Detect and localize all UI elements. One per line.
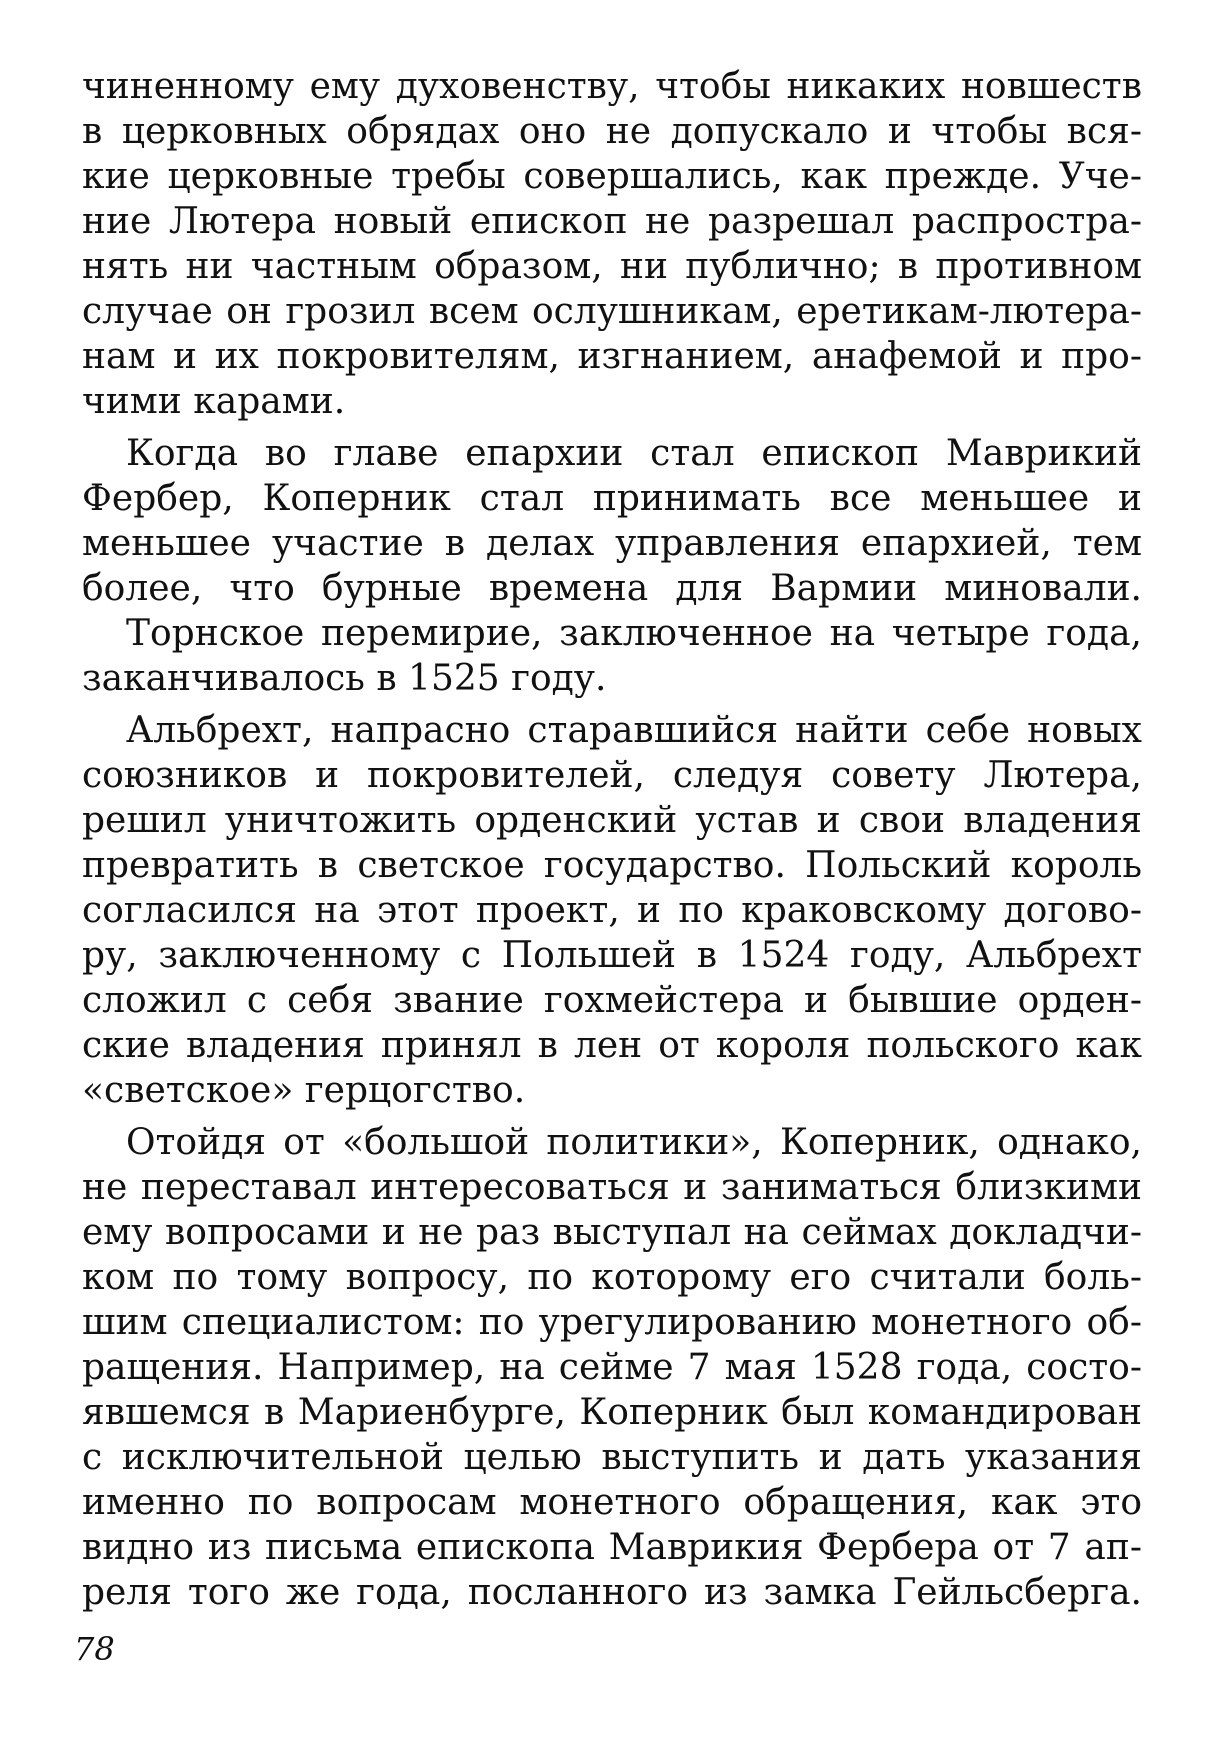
text-line: Фербер, Коперник стал принимать все меньшее и	[82, 478, 1142, 519]
text-line: заканчивалось в 1525 году.	[82, 658, 607, 699]
text-line: случае он грозил всем ослушникам, еретикам-лютера-	[82, 291, 1142, 332]
paragraph-1	[82, 64, 1142, 424]
text-line: Торнское перемирие, заключенное на четыре года,	[126, 613, 1142, 654]
text-line: именно по вопросам монетного обращения, как это	[82, 1482, 1142, 1523]
text-line: ние Лютера новый епископ не разрешал распростра-	[82, 201, 1142, 242]
text-line: превратить в светское государство. Польский король	[82, 845, 1142, 886]
page-number: 78	[74, 1630, 115, 1668]
text-line: союзников и покровителей, следуя совету Лютера,	[82, 755, 1142, 796]
text-line: ращения. Например, на сейме 7 мая 1528 года, состо-	[82, 1347, 1142, 1388]
paragraph-3	[82, 708, 1142, 1113]
text-line: «светское» герцогство.	[82, 1070, 526, 1111]
text-line: ские владения принял в лен от короля польского как	[82, 1025, 1142, 1066]
text-line: не переставал интересоваться и заниматься близкими	[82, 1167, 1142, 1208]
text-line: реля того же года, посланного из замка Гейльсберга.	[82, 1572, 1142, 1613]
text-line: в церковных обрядах оно не допускало и чтобы вся-	[82, 111, 1142, 152]
text-line: нять ни частным образом, ни публично; в противном	[82, 246, 1142, 287]
text-line: Альбрехт, напрасно старавшийся найти себе новых	[126, 710, 1142, 751]
text-line: ру, заключенному с Польшей в 1524 году, Альбрехт	[82, 935, 1142, 976]
paragraph-2	[82, 431, 1142, 701]
text-line: согласился на этот проект, и по краковскому догово-	[82, 890, 1142, 931]
text-line: сложил с себя звание гохмейстера и бывшие орден-	[82, 980, 1142, 1021]
text-line: ему вопросами и не раз выступал на сеймах докладчи-	[82, 1212, 1142, 1253]
text-line: видно из письма епископа Маврикия Фербера от 7 ап-	[82, 1527, 1142, 1568]
text-line: чиненному ему духовенству, чтобы никаких новшеств	[82, 66, 1142, 107]
text-line: нам и их покровителям, изгнанием, анафемой и про-	[82, 336, 1142, 377]
text-line: решил уничтожить орденский устав и свои владения	[82, 800, 1142, 841]
text-line: с исключительной целью выступить и дать указания	[82, 1437, 1142, 1478]
text-line: более, что бурные времена для Вармии миновали.	[82, 568, 1142, 609]
page-body	[82, 64, 1142, 1622]
text-line: меньшее участие в делах управления епархией, тем	[82, 523, 1142, 564]
text-line: Отойдя от «большой политики», Коперник, однако,	[126, 1122, 1142, 1163]
text-line: Когда во главе епархии стал епископ Маврикий	[126, 433, 1142, 474]
text-line: шим специалистом: по урегулированию монетного об-	[82, 1302, 1142, 1343]
text-line: кие церковные требы совершались, как прежде. Уче-	[82, 156, 1142, 197]
text-line: явшемся в Мариенбурге, Коперник был командирован	[82, 1392, 1142, 1433]
text-line: ком по тому вопросу, по которому его считали боль-	[82, 1257, 1142, 1298]
text-line: чими карами.	[82, 381, 346, 422]
paragraph-4	[82, 1120, 1142, 1615]
